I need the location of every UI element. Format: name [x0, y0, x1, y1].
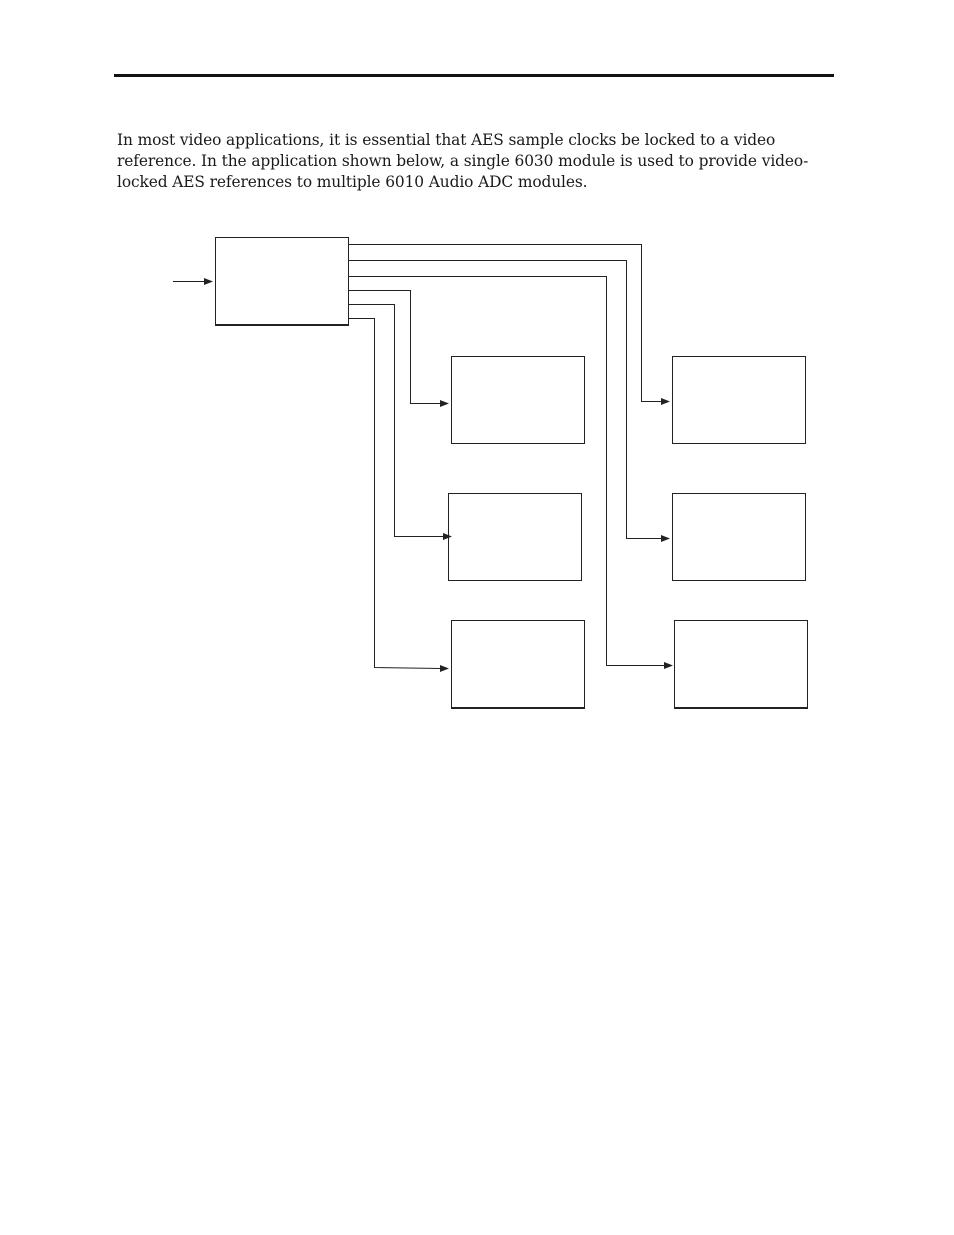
adc-box-5 [673, 494, 806, 581]
adc-block-5 [673, 494, 806, 581]
adc-block-6 [674, 621, 808, 709]
input-arrowhead [204, 278, 213, 285]
adc-block-4 [673, 357, 806, 444]
wire-adc-2 [349, 305, 444, 537]
intro-line-3: locked AES references to multiple 6010 Audio ADC modules. [117, 173, 588, 191]
connection-to-adc-1 [349, 291, 449, 408]
adc-box-2 [449, 494, 582, 581]
sync-module-box [216, 238, 349, 325]
adc-box-3 [452, 621, 585, 708]
arrowhead-adc-6 [664, 662, 673, 669]
input-arrow [173, 278, 213, 285]
arrowhead-adc-3 [440, 665, 449, 672]
arrowhead-adc-5 [661, 535, 670, 542]
adc-block-3 [451, 621, 585, 709]
adc-box-4 [673, 357, 806, 444]
intro-line-1: In most video applications, it is essential that AES sample clocks be locked to a video [117, 131, 776, 149]
sync-module-block [215, 238, 349, 326]
arrowhead-adc-4 [661, 398, 670, 405]
arrowhead-adc-1 [440, 400, 449, 407]
connection-to-adc-6 [349, 277, 673, 670]
connection-to-adc-2 [349, 305, 452, 541]
intro-line-2: reference. In the application shown below, a single 6030 module is used to provide video- [117, 152, 809, 170]
adc-block-1 [452, 357, 585, 444]
connection-to-adc-3 [349, 319, 449, 673]
adc-box-6 [675, 621, 808, 708]
wire-adc-6 [349, 277, 665, 666]
adc-block-2 [449, 494, 582, 581]
adc-box-1 [452, 357, 585, 444]
